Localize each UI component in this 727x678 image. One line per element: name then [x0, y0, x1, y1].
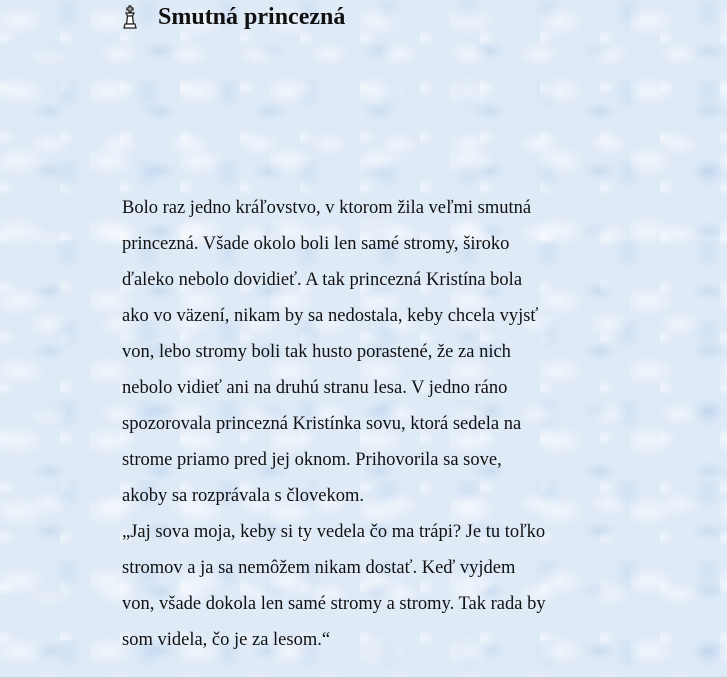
story-line: akoby sa rozprávala s človekom. [122, 486, 364, 506]
story-line: von, lebo stromy boli tak husto porastené, že za nich [122, 342, 511, 362]
story-line: von, všade dokola len samé stromy a stromy. Tak rada by [122, 594, 546, 614]
story-line: ako vo väzení, nikam by sa nedostala, keby chcela vyjsť [122, 306, 539, 326]
story-line: princezná. Všade okolo boli len samé stromy, široko [122, 234, 510, 254]
page-header [121, 3, 345, 31]
page-title: Smutná princezná [158, 4, 346, 30]
story-line: stromov a ja sa nemôžem nikam dostať. Keď vyjdem [122, 558, 516, 578]
story-line: strome priamo pred jej oknom. Prihovorila sa sove, [122, 450, 502, 470]
story-line: ďaleko nebolo dovidieť. A tak princezná Kristína bola [122, 270, 523, 290]
story-line: Bolo raz jedno kráľovstvo, v ktorom žila veľmi smutná [122, 198, 532, 218]
story-line: som videla, čo je za lesom.“ [122, 630, 331, 650]
story-line: „Jaj sova moja, keby si ty vedela čo ma trápi? Je tu toľko [122, 522, 546, 542]
story-line: spozorovala princezná Kristínka sovu, ktorá sedela na [122, 414, 522, 434]
chess-king-icon [121, 5, 139, 29]
story-text [122, 190, 622, 658]
story-line: nebolo vidieť ani na druhú stranu lesa. V jedno ráno [122, 378, 508, 398]
